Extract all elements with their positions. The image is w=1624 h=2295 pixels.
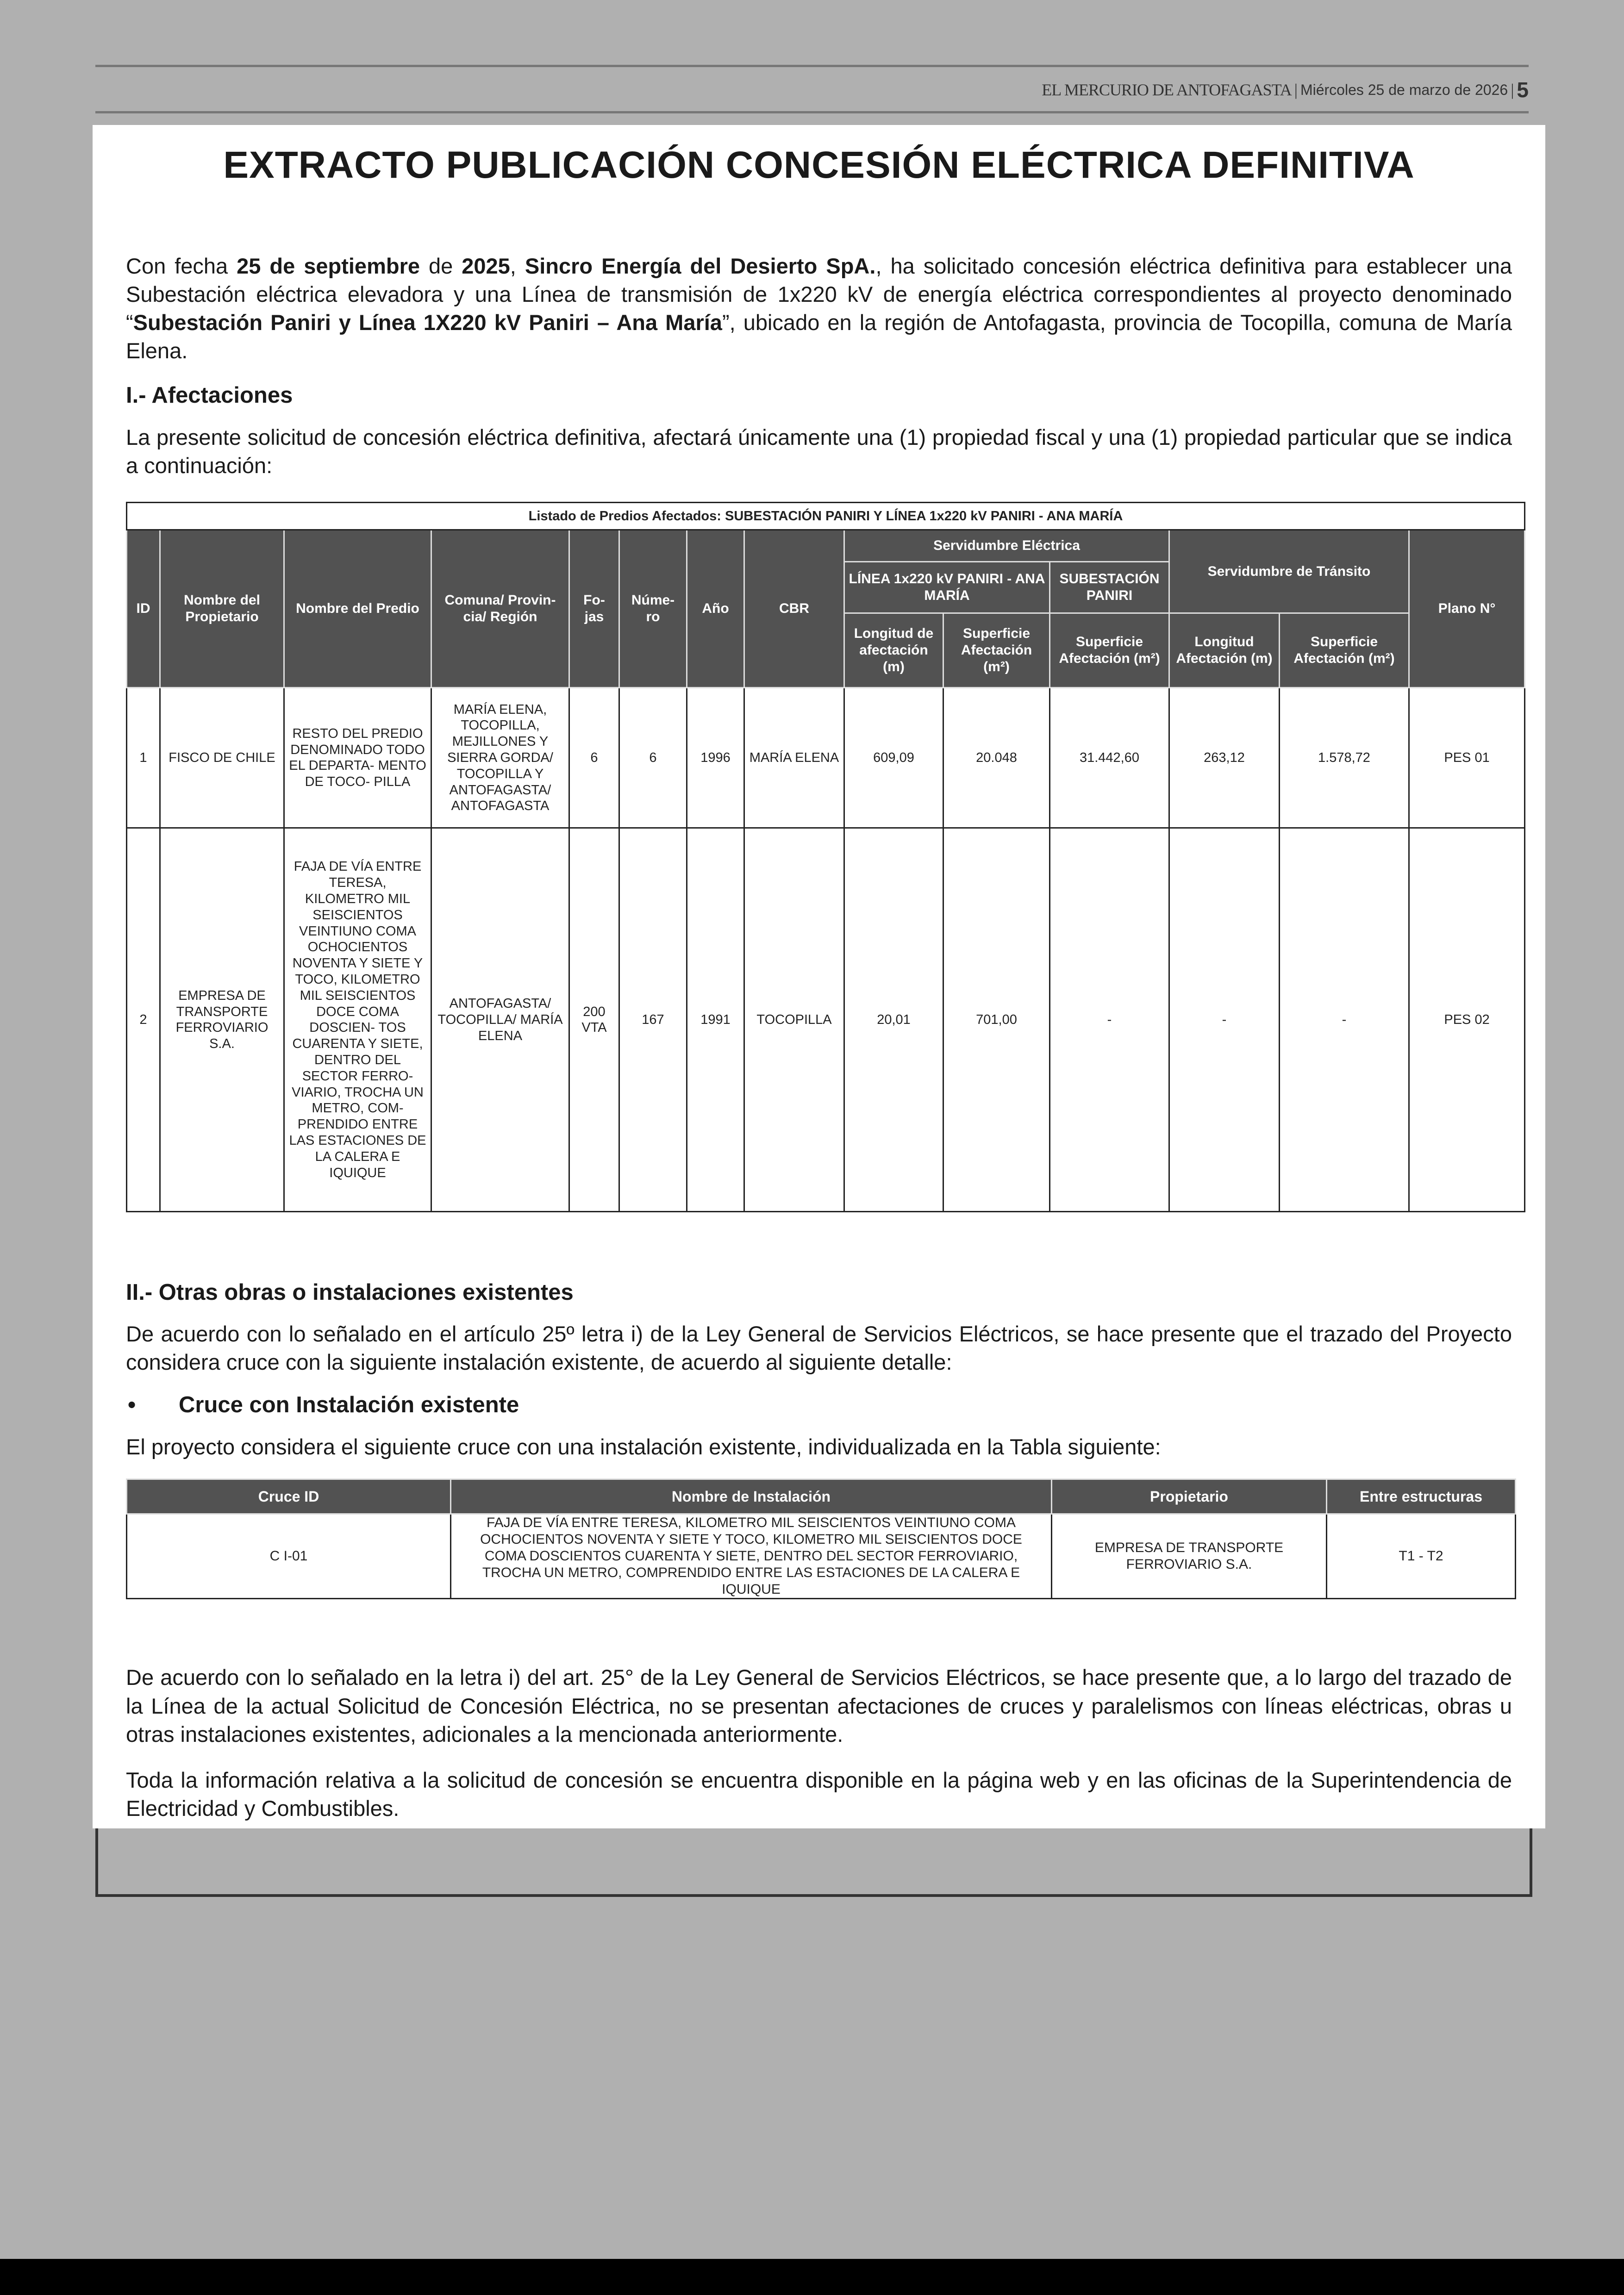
header-servidumbre-transito: Servidumbre de Tránsito — [1169, 530, 1409, 613]
table-row — [127, 688, 1525, 828]
intro-paragraph — [126, 252, 1512, 365]
cell-cruce-id: C I-01 — [127, 1514, 451, 1599]
cell-comuna: MARÍA ELENA, TOCOPILLA, MEJILLONES Y SIERRA GORDA/ TOCOPILLA Y ANTOFAGASTA/ ANTOFAGASTA — [431, 688, 569, 828]
notice-sheet — [93, 125, 1545, 1828]
header-id: ID — [127, 530, 160, 688]
closing-paragraph-2: Toda la información relativa a la solicitud de concesión se encuentra disponible en la página web y en las oficinas de la Superintendencia de Electricidad y Combustibles. — [126, 1767, 1512, 1821]
cell-property: FAJA DE VÍA ENTRE TERESA, KILOMETRO MIL SEISCIENTOS VEINTIUNO COMA OCHOCIENTOS NOVENTA Y SIETE Y TOCO, KILOMETRO MIL SEISCIENTOS DOCE COMA DOSCIEN- TOS CUARENTA Y SIETE, DENTRO DEL SECTOR FERRO- VIARIO, TROCHA UN METRO, COM- PRENDIDO ENTRE LAS ESTACIONES DE LA CALERA E IQUIQUE — [284, 828, 431, 1212]
masthead — [95, 69, 1529, 111]
masthead-page-separator: | — [1511, 81, 1514, 99]
page-number: 5 — [1517, 78, 1529, 102]
closing-paragraph-1: De acuerdo con lo señalado en la letra i) del art. 25° de la Ley General de Servicios Eléctricos, se hace presente que, a lo largo del trazado de la Línea de la actual Solicitud de Concesión Eléctrica, no se presentan afectaciones de cruces y paralelismos con líneas eléctricas, obras u otras instalaciones existentes, adicionales a la mencionada anteriormente. — [126, 1665, 1512, 1746]
header-propietario: Propietario — [1052, 1479, 1327, 1514]
header-row-1 — [127, 530, 1525, 562]
header-subestacion: SUBESTACIÓN PANIRI — [1050, 562, 1169, 613]
bullet-label: Cruce con Instalación existente — [179, 1392, 519, 1418]
cell-superficie-linea: 701,00 — [943, 828, 1050, 1212]
cell-longitud-afectacion: 20,01 — [844, 828, 943, 1212]
cruce-table-wrapper — [126, 1478, 1515, 1599]
predios-table-title-row — [127, 503, 1525, 530]
section-2-text-2: El proyecto considera el siguiente cruce con una instalación existente, individualizada en la Tabla siguiente: — [126, 1434, 1161, 1459]
section-2-text: De acuerdo con lo señalado en el artículo 25º letra i) de la Ley General de Servicios Eléctricos, se hace presente que el trazado del Proyecto considera cruce con la siguiente instalación existente, de acuerdo al siguiente detalle: — [126, 1322, 1512, 1375]
cell-id: 1 — [127, 688, 160, 828]
header-longitud-afectacion: Longitud de afectación (m) — [844, 613, 943, 688]
notice-title: EXTRACTO PUBLICACIÓN CONCESIÓN ELÉCTRICA DEFINITIVA — [223, 144, 1415, 186]
section-2-heading: II.- Otras obras o instalaciones existentes — [126, 1280, 574, 1305]
header-servidumbre-electrica: Servidumbre Eléctrica — [844, 530, 1169, 562]
header-plano: Plano N° — [1409, 530, 1525, 688]
cell-superficie-transito: - — [1280, 828, 1409, 1212]
header-superficie-linea: Superficie Afectación (m²) — [943, 613, 1050, 688]
header-linea: LÍNEA 1x220 kV PANIRI - ANA MARÍA — [844, 562, 1050, 613]
header-cruce-id: Cruce ID — [127, 1479, 451, 1514]
cell-id: 2 — [127, 828, 160, 1212]
header-longitud-transito: Longitud Afectación (m) — [1169, 613, 1280, 688]
cell-fojas: 6 — [569, 688, 619, 828]
cell-entre-estructuras: T1 - T2 — [1327, 1514, 1516, 1599]
table-row — [127, 828, 1525, 1212]
header-cbr: CBR — [744, 530, 844, 688]
cell-cbr: MARÍA ELENA — [744, 688, 844, 828]
cell-superficie-transito: 1.578,72 — [1280, 688, 1409, 828]
intro-text-4: , ha solicitado concesión eléctrica definitiva para establecer una Subestación eléctrica elevadora y una Línea de transmisión de 1x220 kV de energía eléctrica correspondientes al proyecto denominado “ — [126, 254, 1512, 335]
masthead-top-rule — [95, 65, 1529, 67]
predios-table-wrapper — [126, 502, 1512, 1212]
header-entre-estructuras: Entre estructuras — [1327, 1479, 1516, 1514]
header-superficie-transito: Superficie Afectación (m²) — [1280, 613, 1409, 688]
header-anio: Año — [687, 530, 744, 688]
masthead-separator: | — [1294, 81, 1298, 99]
cell-numero: 6 — [619, 688, 687, 828]
cruce-table — [126, 1478, 1516, 1599]
header-property: Nombre del Predio — [284, 530, 431, 688]
cell-anio: 1996 — [687, 688, 744, 828]
cell-plano: PES 01 — [1409, 688, 1525, 828]
cell-propietario: EMPRESA DE TRANSPORTE FERROVIARIO S.A. — [1052, 1514, 1327, 1599]
publication-name: EL MERCURIO DE ANTOFAGASTA — [1042, 81, 1292, 99]
cell-superficie-subestacion: 31.442,60 — [1050, 688, 1169, 828]
cell-owner: EMPRESA DE TRANSPORTE FERROVIARIO S.A. — [160, 828, 284, 1212]
cell-owner: FISCO DE CHILE — [160, 688, 284, 828]
table-row — [127, 1514, 1516, 1599]
cell-property: RESTO DEL PREDIO DENOMINADO TODO EL DEPARTA- MENTO DE TOCO- PILLA — [284, 688, 431, 828]
cruce-header-row — [127, 1479, 1516, 1514]
intro-project: Subestación Paniri y Línea 1X220 kV Paniri – Ana María — [133, 310, 722, 335]
intro-company: Sincro Energía del Desierto SpA. — [525, 254, 876, 279]
cell-longitud-transito: 263,12 — [1169, 688, 1280, 828]
section-1-heading: I.- Afectaciones — [126, 382, 293, 408]
cell-longitud-afectacion: 609,09 — [844, 688, 943, 828]
intro-date: 25 de septiembre — [237, 254, 420, 279]
header-fojas: Fo- jas — [569, 530, 619, 688]
section-1-text: La presente solicitud de concesión eléctrica definitiva, afectará únicamente una (1) propiedad fiscal y una (1) propiedad particular que se indica a continuación: — [126, 425, 1512, 478]
cell-nombre-instalacion: FAJA DE VÍA ENTRE TERESA, KILOMETRO MIL SEISCIENTOS VEINTIUNO COMA OCHOCIENTOS NOVENTA Y SIETE Y TOCO, KILOMETRO MIL SEISCIENTOS DOCE COMA DOSCIENTOS CUARENTA Y SIETE, DENTRO DEL SECTOR FERROVIARIO, TROCHA UN METRO, COMPRENDIDO ENTRE LAS ESTACIONES DE LA CALERA E IQUIQUE — [451, 1514, 1052, 1599]
bottom-bar — [0, 2259, 1624, 2295]
intro-text-5: ”, ubicado en la región de Antofagasta, provincia de Tocopilla, comuna de María Elena. — [126, 310, 1512, 363]
publication-date: Miércoles 25 de marzo de 2026 — [1300, 81, 1508, 98]
bullet-item — [126, 1392, 1512, 1418]
masthead-bottom-rule — [95, 111, 1529, 113]
predios-table — [126, 502, 1525, 1212]
header-numero: Núme- ro — [619, 530, 687, 688]
cell-plano: PES 02 — [1409, 828, 1525, 1212]
cell-numero: 167 — [619, 828, 687, 1212]
cell-superficie-linea: 20.048 — [943, 688, 1050, 828]
header-comuna: Comuna/ Provin- cia/ Región — [431, 530, 569, 688]
header-superficie-subestacion: Superficie Afectación (m²) — [1050, 613, 1169, 688]
intro-year: 2025 — [462, 254, 510, 279]
predios-table-title: Listado de Predios Afectados: SUBESTACIÓN PANIRI Y LÍNEA 1x220 kV PANIRI - ANA MARÍA — [127, 503, 1525, 530]
intro-text-2: de — [420, 254, 462, 279]
cell-superficie-subestacion: - — [1050, 828, 1169, 1212]
header-owner: Nombre del Propietario — [160, 530, 284, 688]
cell-comuna: ANTOFAGASTA/ TOCOPILLA/ MARÍA ELENA — [431, 828, 569, 1212]
cell-cbr: TOCOPILLA — [744, 828, 844, 1212]
intro-text-1: Con fecha — [126, 254, 237, 279]
cell-fojas: 200 VTA — [569, 828, 619, 1212]
bullet-dot: • — [128, 1392, 136, 1418]
header-nombre-instalacion: Nombre de Instalación — [451, 1479, 1052, 1514]
cell-longitud-transito: - — [1169, 828, 1280, 1212]
intro-text-3: , — [510, 254, 525, 279]
cell-anio: 1991 — [687, 828, 744, 1212]
